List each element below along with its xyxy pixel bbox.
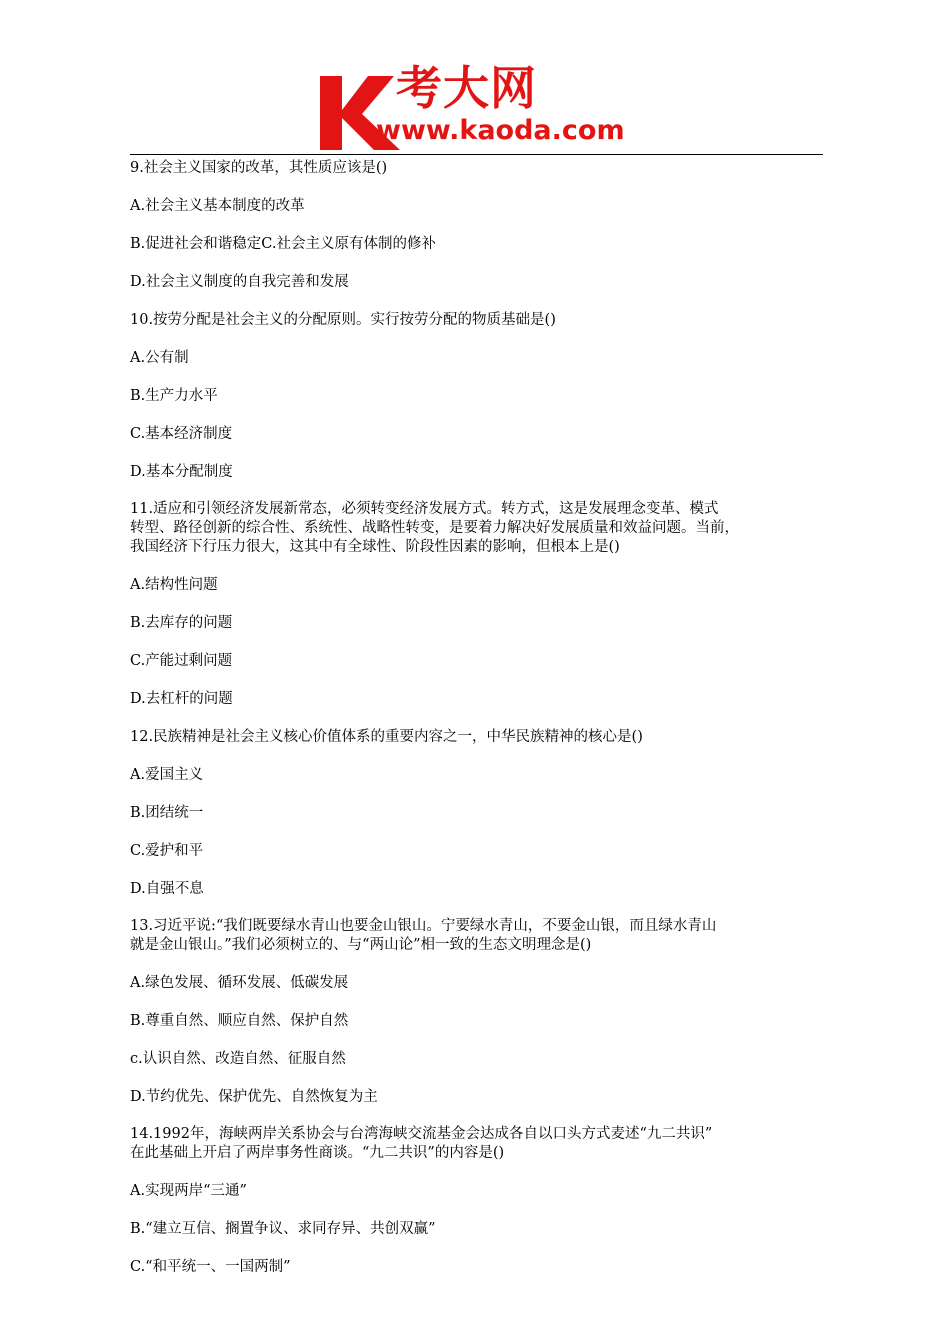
question-13-stem-line: 13.习近平说:“我们既要绿水青山也要金山银山。宁要绿水青山，不要金山银，而且绿水青山 bbox=[130, 918, 717, 934]
question-12-option-b: B.团结统一 bbox=[130, 805, 204, 821]
question-11-option-a: A.结构性问题 bbox=[130, 577, 218, 593]
question-11-option-d: D.去杠杆的问题 bbox=[130, 691, 233, 707]
question-9-option-b-c: B.促进社会和谐稳定C.社会主义原有体制的修补 bbox=[130, 236, 436, 252]
question-14-stem-line: 在此基础上开启了两岸事务性商谈。“九二共识”的内容是() bbox=[130, 1145, 505, 1161]
question-13-option-d: D.节约优先、保护优先、自然恢复为主 bbox=[130, 1089, 378, 1105]
question-10-option-b: B.生产力水平 bbox=[130, 388, 218, 404]
logo-url-text: www.kaoda.com bbox=[376, 115, 625, 146]
question-12-option-d: D.自强不息 bbox=[130, 881, 204, 897]
question-9-option-d: D.社会主义制度的自我完善和发展 bbox=[130, 274, 349, 290]
question-10-option-d: D.基本分配制度 bbox=[130, 464, 233, 480]
question-11-stem bbox=[130, 500, 830, 557]
question-9-stem: 9.社会主义国家的改革，其性质应该是() bbox=[130, 160, 388, 176]
logo-chinese-text: 考大网 bbox=[396, 61, 537, 115]
question-12-option-c: C.爱护和平 bbox=[130, 843, 204, 859]
question-13-option-b: B.尊重自然、顺应自然、保护自然 bbox=[130, 1013, 349, 1029]
question-14-option-b: B.“建立互信、搁置争议、求同存异、共创双赢” bbox=[130, 1221, 436, 1237]
question-12-stem: 12.民族精神是社会主义核心价值体系的重要内容之一，中华民族精神的核心是() bbox=[130, 729, 643, 745]
question-10-option-c: C.基本经济制度 bbox=[130, 426, 233, 442]
question-11-stem-line: 转型、路径创新的综合性、系统性、战略性转变，是要着力解决好发展质量和效益问题。当前， bbox=[130, 520, 739, 536]
site-logo[interactable] bbox=[318, 62, 648, 152]
question-11-stem-line: 11.适应和引领经济发展新常态，必须转变经济发展方式。转方式，这是发展理念变革、模式 bbox=[130, 501, 719, 517]
question-13-stem-line: 就是金山银山。”我们必须树立的、与“两山论”相一致的生态文明理念是() bbox=[130, 937, 592, 953]
question-14-stem-line: 14.1992年，海峡两岸关系协会与台湾海峡交流基金会达成各自以口头方式麦述“九二共识” bbox=[130, 1126, 713, 1142]
question-11-stem-line: 我国经济下行压力很大，这其中有全球性、阶段性因素的影响，但根本上是() bbox=[130, 539, 620, 555]
question-list bbox=[130, 158, 830, 1295]
question-13-stem bbox=[130, 917, 830, 955]
question-10-stem: 10.按劳分配是社会主义的分配原则。实行按劳分配的物质基础是() bbox=[130, 312, 556, 328]
question-13-option-a: A.绿色发展、循环发展、低碳发展 bbox=[130, 975, 349, 991]
question-12-option-a: A.爱国主义 bbox=[130, 767, 204, 783]
question-10-option-a: A.公有制 bbox=[130, 350, 189, 366]
question-9-option-a: A.社会主义基本制度的改革 bbox=[130, 198, 305, 214]
header-divider bbox=[130, 154, 823, 155]
question-11-option-c: C.产能过剩问题 bbox=[130, 653, 233, 669]
question-13-option-c: c.认识自然、改造自然、征服自然 bbox=[130, 1051, 346, 1067]
question-14-stem bbox=[130, 1125, 830, 1163]
question-14-option-a: A.实现两岸“三通” bbox=[130, 1183, 247, 1199]
question-11-option-b: B.去库存的问题 bbox=[130, 615, 233, 631]
question-14-option-c: C.“和平统一、一国两制” bbox=[130, 1259, 291, 1275]
